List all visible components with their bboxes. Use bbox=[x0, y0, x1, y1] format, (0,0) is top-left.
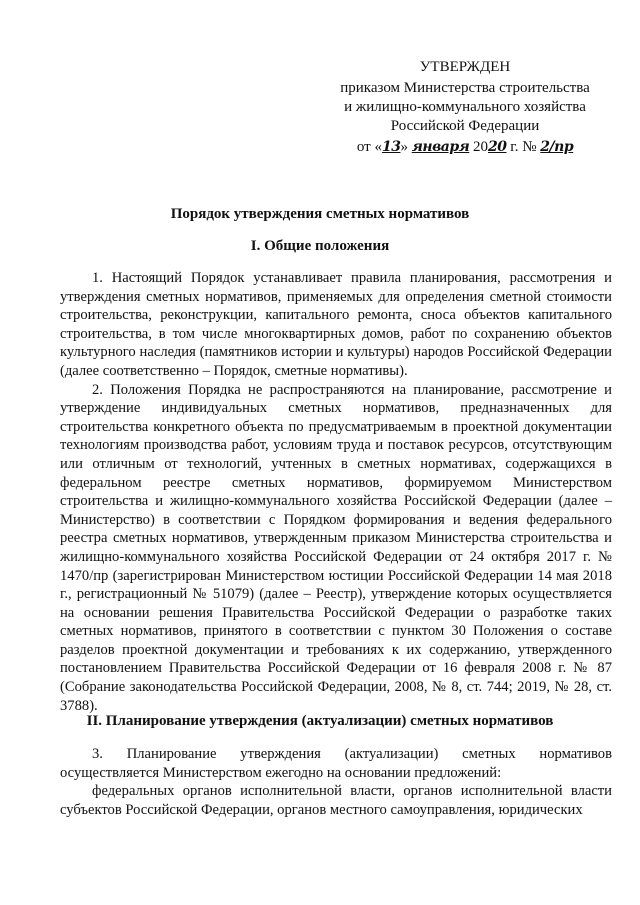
approval-line-3: Российской Федерации bbox=[390, 118, 540, 134]
paragraph-3: 3. Планирование утверждения (актуализации) сметных нормативов осуществляется Министерством ежегодно на основании предложений: bbox=[60, 746, 612, 781]
handwritten-month: января bbox=[411, 139, 470, 155]
section-2-body bbox=[60, 745, 612, 819]
approval-line-2: и жилищно-коммунального хозяйства bbox=[344, 99, 586, 115]
section-2-heading: II. Планирование утверждения (актуализации) сметных нормативов bbox=[86, 713, 554, 729]
order-date-number-line bbox=[330, 138, 600, 157]
document-title: Порядок утверждения сметных нормативов bbox=[170, 206, 470, 222]
handwritten-order-number: 2/пр bbox=[540, 139, 574, 155]
paragraph-2: 2. Положения Порядка не распространяются на планирование, рассмотрение и утверждение индивидуальных сметных нормативов, предназначенных для строительства конкретного объекта по предусматриваемым в проектной документации технологиям производства работ, условиям труда и поставок ресурсов, отсутствующим или отличным от технологий, учтенных в сметных нормативах, содержащихся в федеральном реестре сметных нормативов, формируемом Министерством строительства и жилищно-коммунального хозяйства Российской Федерации (далее – Министерство) в соответствии с Порядком формирования и ведения федерального реестра сметных нормативов, утвержденным приказом Министерства строительства и жилищно-коммунального хозяйства Российской Федерации от 24 октября 2017 г. № 1470/пр (зарегистрирован Министерством юстиции Российской Федерации 14 мая 2018 г., регистрационный № 51079) (далее – Реестр), утверждение которых осуществляется на основании решения Правительства Российской Федерации о разработке таких сметных нормативов, принятого в соответствии с пунктом 30 Положения о составе разделов проектной документации и требованиях к их содержанию, утвержденного постановлением Правительства Российской Федерации от 16 февраля 2008 г. № 87 (Собрание законодательства Российской Федерации, 2008, № 8, ст. 744; 2019, № 28, ст. 3788). bbox=[60, 381, 612, 714]
section-1-heading: I. Общие положения bbox=[250, 238, 390, 254]
section-1-body bbox=[60, 269, 612, 715]
year-prefix: 20 bbox=[469, 139, 489, 155]
handwritten-year: 20 bbox=[488, 139, 507, 155]
approval-stamp-block bbox=[330, 58, 600, 157]
date-prefix: от « bbox=[356, 139, 382, 155]
approval-line-1: приказом Министерства строительства bbox=[340, 80, 590, 96]
number-prefix: г. № bbox=[506, 139, 541, 155]
paragraph-1: 1. Настоящий Порядок устанавливает правила планирования, рассмотрения и утверждения сметных нормативов, применяемых для определения сметной стоимости строительства, реконструкции, капитального ремонта, сноса объектов капитального строительства, в том числе многоквартирных домов, работ по сохранению объектов культурного наследия (памятников истории и культуры) народов Российской Федерации (далее соответственно – Порядок, сметные нормативы). bbox=[60, 270, 612, 379]
handwritten-day: 13 bbox=[381, 139, 401, 155]
date-mid: » bbox=[400, 139, 412, 155]
paragraph-4: федеральных органов исполнительной власти, органов исполнительной власти субъектов Российской Федерации, органов местного самоуправления, юридических bbox=[60, 783, 612, 818]
approval-heading: УТВЕРЖДЕН bbox=[419, 59, 511, 75]
